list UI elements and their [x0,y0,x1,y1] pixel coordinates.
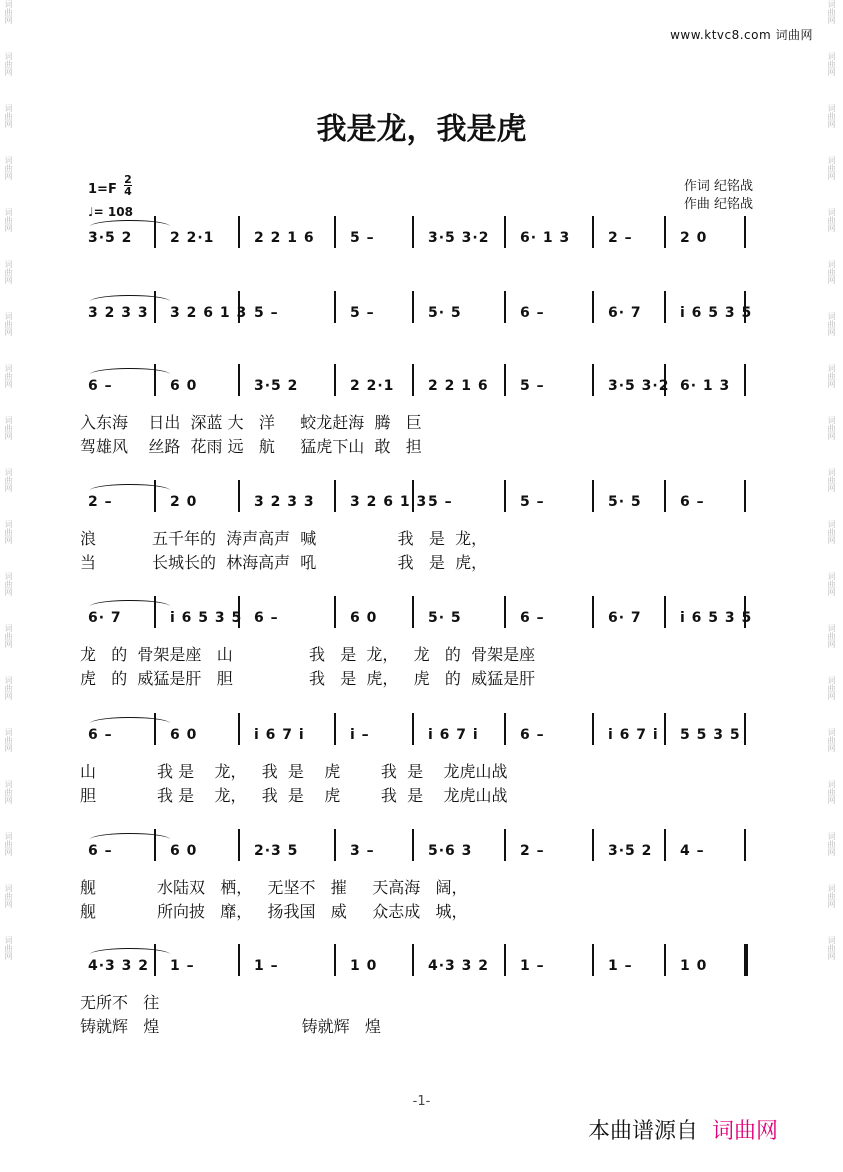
slur-arc [90,220,170,233]
watermark-text: 词曲网 [827,364,836,388]
bar-line [238,216,240,248]
measure: 1 – [254,958,279,974]
watermark-text: 词曲网 [4,0,13,24]
slur-arc [90,833,170,846]
watermark-text: 词曲网 [827,676,836,700]
bar-line [334,596,336,628]
bar-line [334,291,336,323]
notes-line [80,378,760,402]
notes-line [80,727,760,751]
slur-arc [90,484,170,497]
watermark-text: 词曲网 [4,156,13,180]
watermark-text: 词曲网 [4,312,13,336]
measure: 1 – [170,958,195,974]
watermark-text: 词曲网 [827,312,836,336]
bar-line [412,216,414,248]
lyrics-verse-1: 龙 的 骨架是座 山 我 是 龙， 龙 的 骨架是座 [80,645,536,664]
time-signature [124,174,132,197]
notes-line [80,305,760,329]
measure: 6· 1 3 [680,378,731,394]
measure: 6 0 [170,727,198,743]
measure: i 6 7 i [254,727,305,743]
watermark-text: 词曲网 [4,364,13,388]
lyrics-verse-1: 无所不 往 [80,993,160,1012]
bar-line [664,829,666,861]
watermark-text: 词曲网 [4,832,13,856]
bar-line [504,829,506,861]
page-title: 我是龙，我是虎 [316,112,527,147]
page-number: -1- [412,1094,431,1109]
bar-line [592,480,594,512]
bar-line [744,944,748,976]
slur-arc [90,948,170,961]
measure: 6 – [88,378,113,394]
notes-line [80,958,760,982]
lyrics-verse-1: 舰 水陆双 栖， 无坚不 摧 天高海 阔， [80,878,468,897]
bar-line [238,480,240,512]
lyrics-verse-1: 入东海 日出 深蓝 大 洋 蛟龙赶海 腾 巨 [80,413,422,432]
measure: 4·3 3 2 [88,958,150,974]
source-brand-link[interactable]: 词曲网 [712,1119,779,1144]
bar-line [412,713,414,745]
lyrics-verse-2: 胆 我 是 龙， 我 是 虎 我 是 龙虎山战 [80,786,508,805]
credits [684,178,753,214]
measure: 2 2·1 [350,378,395,394]
measure: i – [350,727,370,743]
watermark-text: 词曲网 [827,208,836,232]
watermark-text: 词曲网 [4,104,13,128]
bar-line [504,291,506,323]
measure: 6 – [254,610,279,626]
bar-line [592,291,594,323]
bar-line [334,829,336,861]
slur-arc [90,717,170,730]
bar-line [592,596,594,628]
tempo-marking: ♩= 108 [88,205,133,219]
key-signature: 1=F [88,182,117,197]
site-url[interactable]: www.ktvc8.com 词曲网 [670,28,813,42]
watermark-text: 词曲网 [827,520,836,544]
watermark-text: 词曲网 [4,728,13,752]
bar-line [744,713,746,745]
lyrics-verse-2: 驾雄风 丝路 花雨 远 航 猛虎下山 敢 担 [80,437,422,456]
watermark-text: 词曲网 [4,468,13,492]
measure: 6· 7 [608,305,642,321]
slur-arc [90,295,170,308]
bar-line [238,829,240,861]
measure: 3·5 3·2 [428,230,490,246]
lyrics-verse-2: 铸就辉 煌 铸就辉 煌 [80,1017,381,1036]
measure: 6 – [520,727,545,743]
watermark-text: 词曲网 [4,572,13,596]
measure: 5 – [520,494,545,510]
bar-line [504,364,506,396]
lyrics-verse-2: 当 长城长的 林海高声 吼 我 是 虎， [80,553,488,572]
bar-line [334,480,336,512]
watermark-text: 词曲网 [827,468,836,492]
watermark-text: 词曲网 [4,260,13,284]
watermark-text: 词曲网 [827,52,836,76]
bar-line [504,596,506,628]
measure: 2 2 1 6 [254,230,315,246]
watermark-text: 词曲网 [827,572,836,596]
bar-line [334,216,336,248]
bar-line [744,480,746,512]
measure: 5·6 3 [428,843,473,859]
measure: 3 2 6 1 3 [350,494,428,510]
watermark-text: 词曲网 [4,780,13,804]
source-label: 本曲谱源自 [588,1119,699,1144]
measure: 2·3 5 [254,843,299,859]
bar-line [664,596,666,628]
measure: 3·5 2 [88,230,133,246]
measure: 5· 5 [428,610,462,626]
watermark-column-left [3,0,17,1172]
bar-line [504,216,506,248]
measure: 4·3 3 2 [428,958,490,974]
watermark-text: 词曲网 [827,416,836,440]
measure: i 6 5 3 5 [680,610,753,626]
measure: 1 – [520,958,545,974]
watermark-text: 词曲网 [4,936,13,960]
lyrics-verse-2: 虎 的 威猛是肝 胆 我 是 虎， 虎 的 威猛是肝 [80,669,536,688]
bar-line [664,216,666,248]
measure: 3 – [350,843,375,859]
bar-line [334,944,336,976]
lyrics-verse-1: 浪 五千年的 涛声高声 喊 我 是 龙， [80,529,488,548]
bar-line [592,829,594,861]
measure: 2 0 [680,230,708,246]
bar-line [238,364,240,396]
watermark-text: 词曲网 [4,624,13,648]
measure: 6 – [520,610,545,626]
watermark-text: 词曲网 [827,156,836,180]
watermark-text: 词曲网 [4,676,13,700]
measure: 5· 5 [608,494,642,510]
measure: 2 – [88,494,113,510]
bar-line [744,829,746,861]
bar-line [664,291,666,323]
watermark-text: 词曲网 [827,780,836,804]
bar-line [592,216,594,248]
bar-line [412,944,414,976]
measure: 3 2 6 1 3 [170,305,248,321]
bar-line [504,713,506,745]
watermark-text: 词曲网 [827,728,836,752]
bar-line [412,291,414,323]
watermark-text: 词曲网 [827,936,836,960]
measure: 5 5 3 5 [680,727,741,743]
measure: 1 – [608,958,633,974]
measure: 2 2·1 [170,230,215,246]
watermark-text: 词曲网 [827,104,836,128]
bar-line [744,216,746,248]
watermark-column-right [826,0,840,1172]
watermark-text: 词曲网 [827,832,836,856]
measure: i 6 5 3 5 [170,610,243,626]
measure: 3 2 3 3 [88,305,149,321]
time-signature-bottom: 4 [124,185,132,198]
measure: 5 – [254,305,279,321]
bar-line [504,944,506,976]
bar-line [238,713,240,745]
measure: 3·5 2 [608,843,653,859]
measure: 3·5 3·2 [608,378,670,394]
measure: 6· 1 3 [520,230,571,246]
slur-arc [90,368,170,381]
measure: 6· 7 [608,610,642,626]
lyricist: 作词 纪铭战 [683,179,753,194]
measure: 6 0 [350,610,378,626]
lyrics-verse-1: 山 我 是 龙， 我 是 虎 我 是 龙虎山战 [80,762,508,781]
bar-line [412,596,414,628]
notes-line [80,843,760,867]
watermark-text: 词曲网 [827,260,836,284]
measure: 5 – [350,305,375,321]
measure: 5· 5 [428,305,462,321]
measure: 2 0 [170,494,198,510]
bar-line [334,364,336,396]
notes-line [80,610,760,634]
bar-line [664,944,666,976]
composer: 作曲 纪铭战 [683,197,753,212]
measure: 3·5 2 [254,378,299,394]
measure: 4 – [680,843,705,859]
measure: 6 – [680,494,705,510]
measure: 3 2 3 3 [254,494,315,510]
measure: 2 2 1 6 [428,378,489,394]
slur-arc [90,600,170,613]
measure: i 6 7 i [428,727,479,743]
measure: 5 – [428,494,453,510]
lyrics-verse-2: 舰 所向披 靡， 扬我国 威 众志成 城， [80,902,468,921]
measure: 5 – [350,230,375,246]
measure: 6 0 [170,378,198,394]
watermark-text: 词曲网 [827,624,836,648]
measure: 1 0 [680,958,708,974]
measure: 1 0 [350,958,378,974]
bar-line [592,364,594,396]
watermark-text: 词曲网 [4,416,13,440]
watermark-text: 词曲网 [4,52,13,76]
bar-line [412,829,414,861]
bar-line [592,713,594,745]
watermark-text: 词曲网 [827,0,836,24]
watermark-text: 词曲网 [4,208,13,232]
measure: i 6 5 3 5 [680,305,753,321]
measure: 6· 7 [88,610,122,626]
watermark-text: 词曲网 [827,884,836,908]
bar-line [664,480,666,512]
measure: i 6 7 i [608,727,659,743]
measure: 2 – [520,843,545,859]
bar-line [744,364,746,396]
time-signature-top: 2 [124,173,132,186]
measure: 6 0 [170,843,198,859]
bar-line [412,364,414,396]
bar-line [334,713,336,745]
bar-line [238,944,240,976]
notes-line [80,230,760,254]
measure: 2 – [608,230,633,246]
watermark-text: 词曲网 [4,520,13,544]
measure: 6 – [88,843,113,859]
measure: 5 – [520,378,545,394]
bar-line [592,944,594,976]
bar-line [664,713,666,745]
watermark-text: 词曲网 [4,884,13,908]
source-attribution [588,1114,778,1145]
notes-line [80,494,760,518]
measure: 6 – [520,305,545,321]
bar-line [504,480,506,512]
measure: 6 – [88,727,113,743]
